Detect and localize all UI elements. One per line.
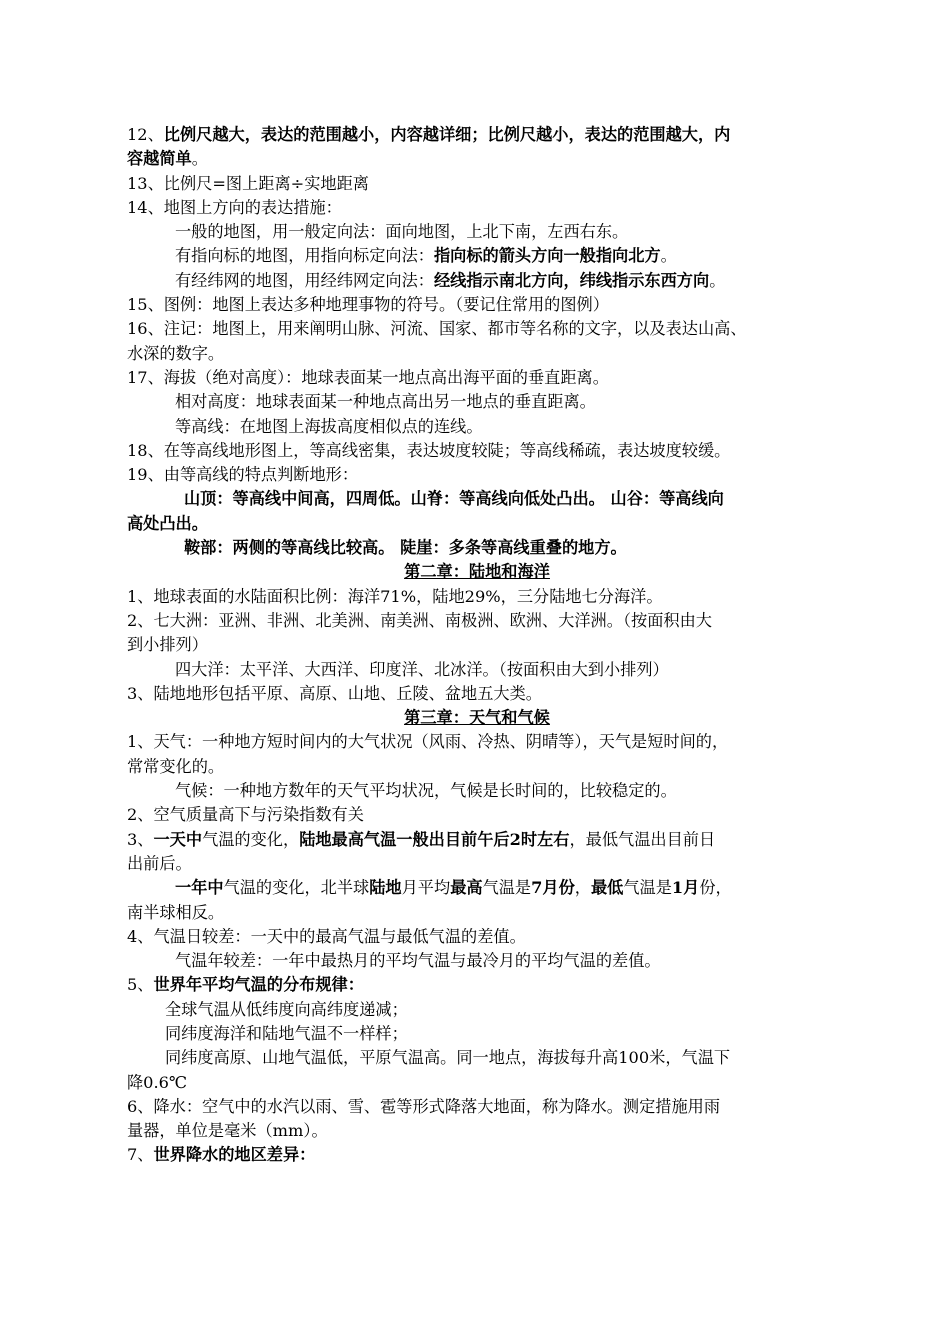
text-segment: 19、由等高线的特点判断地形： [127,465,359,485]
text-segment: 7、 [127,1145,154,1165]
text-line [127,147,827,171]
text-line [127,390,827,414]
bold-text-segment: 7月份 [531,878,575,898]
text-segment: 等高线：在地图上海拔高度相似点的连线。 [175,416,483,436]
text-line [127,1022,827,1046]
text-line [127,317,827,341]
text-segment: 出前后。 [127,853,192,873]
text-segment: 18、在等高线地形图上，等高线密集，表达坡度较陡；等高线稀疏，表达坡度较缓。 [127,440,731,460]
text-segment: 全球气温从低纬度向高纬度递减； [165,999,408,1019]
text-line [127,658,827,682]
text-segment: 量器，单位是毫米（mm）。 [127,1121,328,1141]
text-line [127,682,827,706]
text-segment: 1、天气：一种地方短时间内的大气状况（风雨、冷热、阴晴等），天气是短时间的， [127,732,729,752]
text-line [127,998,827,1022]
text-line [127,244,827,268]
text-line [127,342,827,366]
text-segment: 气温是 [623,878,672,898]
text-segment: 到小排列） [127,635,208,655]
text-segment: 14、地图上方向的表达措施： [127,197,342,217]
text-line [127,755,827,779]
bold-text-segment: 世界年平均气温的分布规律： [153,975,364,995]
text-segment: 降0.6℃ [127,1072,188,1092]
document-body [127,123,827,1168]
text-segment: 常常变化的。 [127,756,225,776]
text-segment: 13、比例尺=图上距离÷实地距离 [127,173,369,193]
text-segment: 4、气温日较差：一天中的最高气温与最低气温的差值。 [127,926,526,946]
text-segment: 同纬度海洋和陆地气温不一样样； [165,1023,408,1043]
bold-text-segment: 比例尺越大，表达的范围越小，内容越详细；比例尺越小，表达的范围越大，内 [163,125,731,144]
text-segment: 气候：一种地方数年的天气平均状况，气候是长时间的，比较稳定的。 [175,781,677,801]
text-line [127,609,827,633]
text-line [127,901,827,925]
text-line [127,1071,827,1095]
text-line [127,220,827,244]
text-segment: 2、七大洲：亚洲、非洲、北美洲、南美洲、南极洲、欧洲、大洋洲。（按面积由大 [127,610,712,630]
text-segment: 气温的变化， [202,829,300,849]
text-segment: 2、空气质量高下与污染指数有关 [127,805,364,825]
text-segment: 同纬度高原、山地气温低，平原气温高。同一地点，海拔每升高100米，气温下 [165,1048,731,1068]
text-segment: 。 [191,149,208,169]
chapter-heading [127,560,827,584]
chapter-heading-text [404,708,550,727]
text-segment: 份， [699,878,732,898]
text-segment: 3、 [127,829,154,849]
text-segment: 气温的变化，北半球 [223,878,370,898]
text-segment: 第三章：天气和气候 [404,708,550,728]
text-line [127,463,827,487]
text-line [127,876,827,900]
text-segment: 水深的数字。 [127,343,225,363]
bold-text-segment: 山顶：等高线中间高，四周低。山脊：等高线向低处凸出。 山谷：等高线向 [184,489,724,509]
text-segment: 气温年较差：一年中最热月的平均气温与最冷月的平均气温的差值。 [175,951,661,971]
text-line [127,779,827,803]
text-line [127,269,827,293]
bold-text-segment: 最低 [590,878,624,898]
bold-text-segment: 鞍部：两侧的等高线比较高。 陡崖：多条等高线重叠的地方。 [184,538,627,558]
text-segment: 第二章：陆地和海洋 [404,562,550,582]
text-segment: 12、 [127,125,164,144]
text-line [127,828,827,852]
bold-text-segment: 陆地 [369,878,402,898]
text-line [127,949,827,973]
text-segment: 一般的地图，用一般定向法：面向地图，上北下南，左西右东。 [175,222,629,242]
text-line [127,487,827,511]
bold-text-segment: 高处凸出。 [127,513,208,533]
text-line [127,439,827,463]
text-segment: 15、图例：地图上表达多种地理事物的符号。（要记住常用的图例） [127,295,609,315]
bold-text-segment: 一年中 [175,878,224,898]
text-segment: 16、注记：地图上，用来阐明山脉、河流、国家、都市等名称的文字，以及表达山高、 [127,319,747,339]
text-line [127,730,827,754]
text-line [127,172,827,196]
bold-text-segment: 最高 [450,878,483,898]
bold-text-segment: 世界降水的地区差异： [153,1145,316,1165]
text-line [127,293,827,317]
text-line [127,196,827,220]
bold-text-segment: 1月 [671,878,700,898]
text-line [127,973,827,997]
text-line [127,415,827,439]
text-line [127,633,827,657]
text-line [127,512,827,536]
bold-text-segment: 陆地最高气温一般出目前午后2时左右 [299,829,570,849]
text-line [127,585,827,609]
text-line [127,1119,827,1143]
chapter-heading [127,706,827,730]
text-line [127,852,827,876]
text-line [127,1046,827,1070]
text-segment: 3、陆地地形包括平原、高原、山地、丘陵、盆地五大类。 [127,683,542,703]
text-line [127,366,827,390]
text-line [127,1143,827,1167]
bold-text-segment: 一天中 [153,829,203,849]
text-segment: 气温是 [482,878,532,898]
text-segment: 1、地球表面的水陆面积比例：海洋71%，陆地29%，三分陆地七分海洋。 [127,586,663,606]
text-line [127,1095,827,1119]
text-segment: ， [574,878,591,898]
bold-text-segment: 容越简单 [127,149,192,169]
text-segment: 四大洋：太平洋、大西洋、印度洋、北冰洋。（按面积由大到小排列） [175,659,669,679]
text-segment: 月平均 [401,878,451,898]
text-segment: ，最低气温出目前日 [569,829,716,849]
bold-text-segment: 指向标的箭头方向一般指向北方 [434,246,661,266]
bold-text-segment: 经线指示南北方向，纬线指示东西方向 [434,270,710,290]
text-line [127,803,827,827]
text-segment: 5、 [127,975,154,995]
text-segment: 6、降水：空气中的水汽以雨、雪、雹等形式降落大地面，称为降水。测定措施用雨 [127,1096,721,1116]
text-line [127,536,827,560]
text-segment: 相对高度：地球表面某一种地点高出另一地点的垂直距离。 [175,392,596,412]
text-segment: 南半球相反。 [127,902,225,922]
text-segment: 。 [660,246,677,266]
text-line [127,925,827,949]
chapter-heading-text [404,562,550,581]
text-line [127,123,827,147]
text-segment: 。 [709,270,726,290]
text-segment: 17、海拔（绝对高度）：地球表面某一地点高出海平面的垂直距离。 [127,367,609,387]
text-segment: 有指向标的地图，用指向标定向法： [175,246,434,266]
text-segment: 有经纬网的地图，用经纬网定向法： [175,270,434,290]
